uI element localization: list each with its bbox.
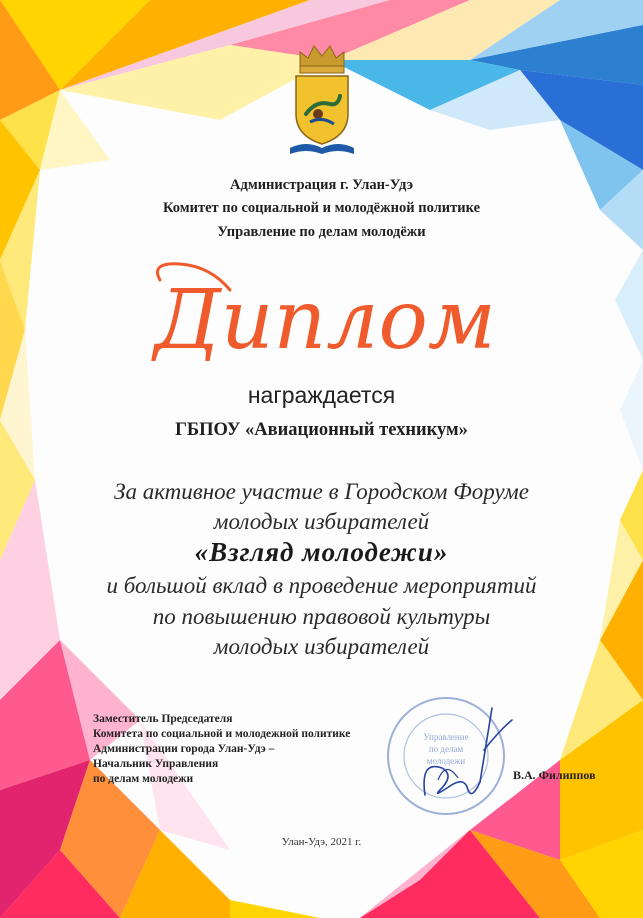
city-and-date: Улан-Удэ, 2021 г. [281, 836, 362, 848]
citation-line-4: и большой вклад в проведение мероприятий [106, 573, 537, 598]
signatory-position-line: Администрации города Улан-Удэ – [93, 743, 275, 755]
citation-line-2: молодых избирателей [213, 509, 430, 534]
citation-line-5: по повышению правовой культуры [152, 604, 491, 629]
svg-text:Управление: Управление [423, 732, 469, 742]
official-stamp-and-signature [380, 690, 520, 825]
diploma-title-text: Диплом [154, 273, 496, 368]
svg-text:по делам: по делам [428, 744, 464, 754]
organization-line-1: Администрация г. Улан-Удэ [230, 177, 413, 193]
event-name: «Взгляд молодежи» [194, 537, 449, 567]
signatory-position [93, 712, 393, 787]
organization-line-2: Комитет по социальной и молодёжной политике [162, 200, 481, 216]
svg-text:молодежи: молодежи [426, 756, 466, 766]
citation-line-1: За активное участие в Городском Форуме [114, 479, 529, 504]
citation-line-6: молодых избирателей [213, 634, 430, 659]
awarded-label: награждается [247, 382, 396, 408]
recipient-name: ГБПОУ «Авиационный техникум» [175, 420, 468, 440]
diploma-title [120, 250, 530, 380]
signatory-position-line: Начальник Управления [93, 758, 219, 770]
signatory-position-line: по делам молодежи [93, 773, 194, 785]
signatory-position-line: Заместитель Председателя [93, 713, 233, 725]
signatory-position-line: Комитета по социальной и молодежной политике [93, 728, 351, 740]
signer-name: В.А. Филиппов [513, 768, 596, 782]
organization-line-3: Управление по делам молодёжи [217, 224, 426, 240]
